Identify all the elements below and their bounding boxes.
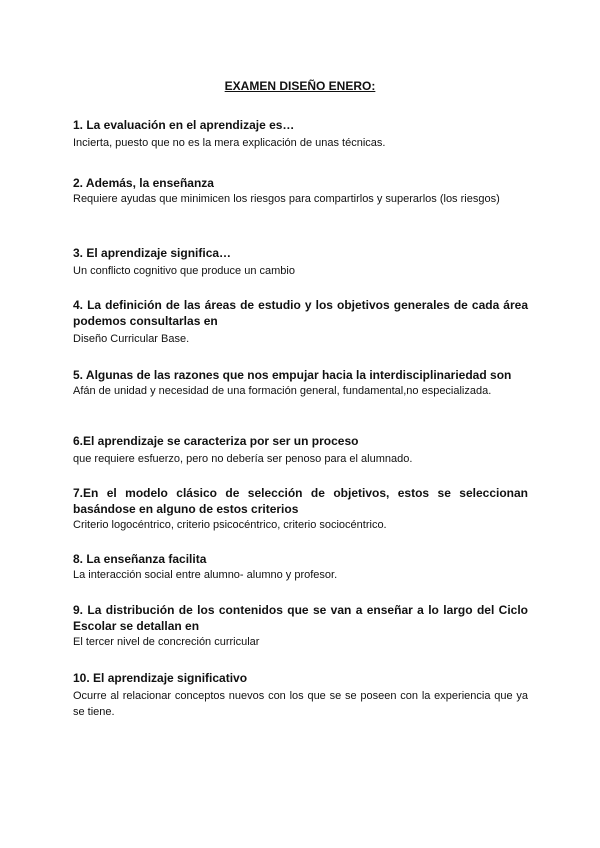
- question-8: 8. La enseñanza facilita: [73, 552, 207, 566]
- answer-4: Diseño Curricular Base.: [73, 333, 190, 345]
- answer-2: Requiere ayudas que minimicen los riesgos para compartirlos y superarlos (los riesgos): [73, 193, 500, 205]
- question-7: 7.En el modelo clásico de selección de objetivos, estos se seleccionan basándose en alguno de estos criterios: [73, 486, 528, 516]
- question-1: 1. La evaluación en el aprendizaje es…: [73, 118, 295, 132]
- question-2: 2. Además, la enseñanza: [73, 176, 214, 190]
- question-5: 5. Algunas de las razones que nos empujar hacia la interdisciplinariedad son: [73, 368, 512, 382]
- question-block-8: [73, 551, 528, 583]
- question-block-4: [73, 297, 528, 347]
- answer-3: Un conflicto cognitivo que produce un cambio: [73, 265, 295, 277]
- answer-9: El tercer nivel de concreción curricular: [73, 636, 260, 648]
- answer-8: La interacción social entre alumno- alumno y profesor.: [73, 569, 338, 581]
- question-4: 4. La definición de las áreas de estudio y los objetivos generales de cada área podemos consultarlas en: [73, 298, 528, 328]
- answer-1: Incierta, puesto que no es la mera explicación de unas técnicas.: [73, 137, 386, 149]
- question-block-9: [73, 602, 528, 650]
- question-block-7: [73, 485, 528, 533]
- question-block-2: [73, 175, 528, 207]
- question-10: 10. El aprendizaje significativo: [73, 671, 248, 685]
- answer-10: Ocurre al relacionar conceptos nuevos con los que se se poseen con la experiencia que ya se tiene.: [73, 690, 528, 718]
- document-title: EXAMEN DISEÑO ENERO:: [224, 79, 376, 93]
- question-9: 9. La distribución de los contenidos que se van a enseñar a lo largo del Ciclo Escolar se detallan en: [73, 603, 528, 633]
- question-block-5: [73, 367, 528, 399]
- question-block-1: [73, 117, 528, 151]
- question-block-3: [73, 245, 528, 279]
- question-block-10: [73, 670, 528, 720]
- question-6: 6.El aprendizaje se caracteriza por ser un proceso: [73, 434, 359, 448]
- answer-5: Afán de unidad y necesidad de una formación general, fundamental,no especializada.: [73, 385, 492, 397]
- question-block-6: [73, 433, 528, 467]
- question-3: 3. El aprendizaje significa…: [73, 246, 232, 260]
- answer-7: Criterio logocéntrico, criterio psicocéntrico, criterio sociocéntrico.: [73, 519, 387, 531]
- answer-6: que requiere esfuerzo, pero no debería ser penoso para el alumnado.: [73, 453, 413, 465]
